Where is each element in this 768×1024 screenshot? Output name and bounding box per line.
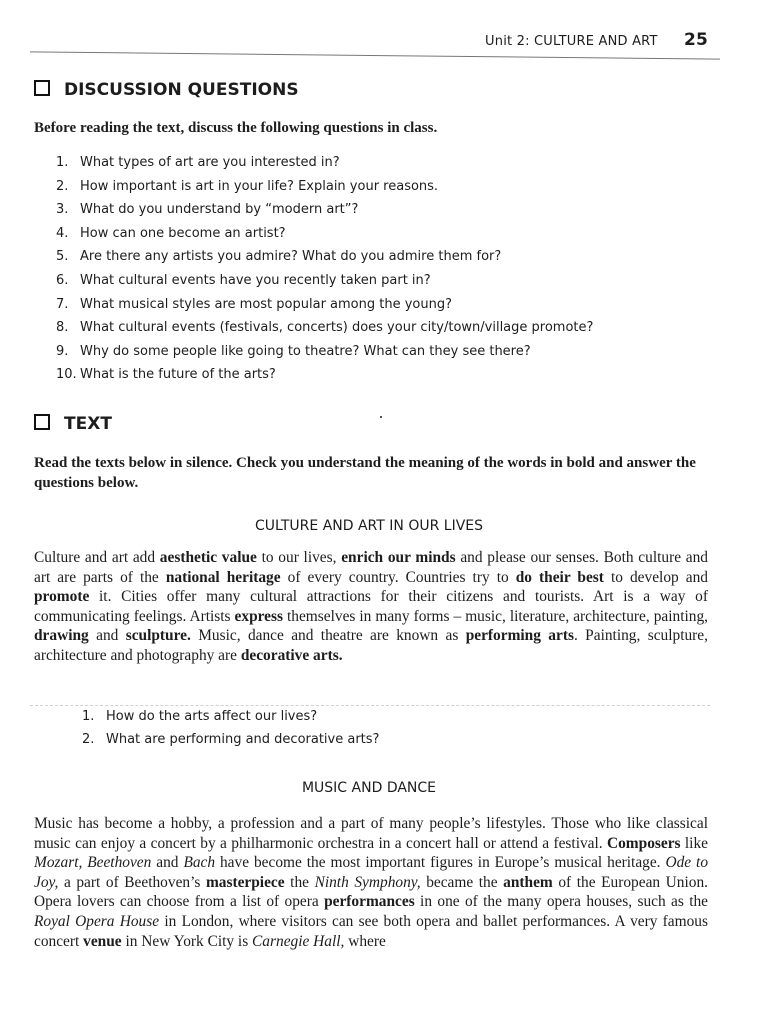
text-run: of every country. Countries try to bbox=[280, 568, 516, 586]
discussion-question bbox=[56, 155, 656, 179]
text-run: the bbox=[284, 873, 315, 891]
bold-term: national heritage bbox=[165, 568, 281, 586]
discussion-question-list bbox=[56, 155, 656, 391]
discussion-question bbox=[56, 226, 656, 250]
italic-term: Ode to Joy, bbox=[34, 854, 709, 891]
text-run: and please our senses. Both culture and art are parts of the bbox=[34, 549, 708, 586]
text-run: a part of Beethoven’s bbox=[58, 873, 206, 891]
text-run: became the bbox=[420, 873, 504, 891]
checkbox-square-icon bbox=[34, 80, 50, 96]
comprehension-question bbox=[82, 732, 379, 755]
discussion-intro: Before reading the text, discuss the following questions in class. bbox=[34, 120, 438, 136]
speck bbox=[380, 416, 382, 418]
question-number: 6. bbox=[56, 272, 69, 288]
culture-question-list bbox=[82, 709, 379, 755]
text-run: in London, where visitors can see both opera and ballet performances. A very famous concert bbox=[34, 912, 708, 950]
question-text: Why do some people like going to theatre? What can they see there? bbox=[80, 343, 531, 359]
text-run: like bbox=[680, 834, 708, 852]
question-number: 5. bbox=[56, 249, 69, 265]
italic-term: Mozart, Beethoven bbox=[34, 854, 152, 872]
bold-term: anthem bbox=[503, 873, 553, 891]
discussion-question bbox=[56, 367, 656, 391]
text-run: where bbox=[344, 932, 386, 950]
text-title: TEXT bbox=[64, 414, 112, 434]
question-number: 2. bbox=[56, 178, 69, 194]
question-text: What do you understand by “modern art”? bbox=[80, 202, 359, 218]
question-text: How important is art in your life? Explain your reasons. bbox=[80, 178, 439, 194]
discussion-question bbox=[56, 344, 656, 368]
text-run: in New York City is bbox=[121, 932, 253, 950]
discussion-question bbox=[56, 249, 656, 273]
bold-term: masterpiece bbox=[205, 873, 285, 891]
discussion-question bbox=[56, 320, 656, 344]
checkbox-square-icon bbox=[34, 414, 50, 430]
question-text: What musical styles are most popular among the young? bbox=[80, 296, 452, 312]
bold-term: enrich our minds bbox=[341, 549, 456, 566]
question-number: 10. bbox=[56, 367, 77, 383]
question-text: Are there any artists you admire? What do you admire them for? bbox=[80, 249, 502, 265]
discussion-title: DISCUSSION QUESTIONS bbox=[64, 80, 299, 100]
question-number: 2. bbox=[82, 732, 95, 747]
page-number: 25 bbox=[683, 30, 708, 50]
bold-term: drawing bbox=[34, 627, 89, 645]
music-title: MUSIC AND DANCE bbox=[301, 780, 437, 796]
question-text: What cultural events (festivals, concerts) does your city/town/village promote? bbox=[80, 320, 594, 336]
discussion-question bbox=[56, 273, 656, 297]
question-text: How can one become an artist? bbox=[80, 225, 286, 241]
text-run: Music, dance and theatre are known as bbox=[190, 627, 466, 645]
text-run: to develop and bbox=[603, 568, 708, 586]
text-run: have become the most important figures in Europe’s musical heritage. bbox=[215, 854, 666, 872]
bold-term: do their best bbox=[515, 568, 604, 586]
discussion-question bbox=[56, 179, 656, 203]
divider bbox=[30, 705, 710, 706]
discussion-question bbox=[56, 202, 656, 226]
bold-term: promote bbox=[34, 588, 90, 606]
bold-term: aesthetic value bbox=[159, 549, 257, 566]
question-number: 1. bbox=[56, 155, 69, 170]
text-run: and bbox=[151, 854, 184, 872]
question-number: 7. bbox=[56, 296, 69, 312]
italic-term: Carnegie Hall, bbox=[252, 932, 345, 950]
text-run: to our lives, bbox=[256, 549, 342, 566]
text-run: themselves in many forms – music, literature, architecture, painting, bbox=[283, 607, 708, 625]
question-number: 9. bbox=[56, 343, 69, 359]
bold-term: sculpture. bbox=[125, 627, 191, 645]
question-number: 3. bbox=[56, 202, 69, 218]
italic-term: Royal Opera House bbox=[34, 912, 160, 930]
bold-term: decorative arts. bbox=[240, 646, 343, 664]
question-number: 4. bbox=[56, 225, 69, 241]
bold-term: Composers bbox=[607, 834, 681, 852]
bold-term: performing arts bbox=[465, 627, 574, 645]
question-number: 8. bbox=[56, 320, 69, 336]
question-number: 1. bbox=[82, 709, 95, 724]
italic-term: Bach bbox=[183, 854, 216, 872]
unit-title: Unit 2: CULTURE AND ART bbox=[485, 34, 658, 49]
reading-instruction: Read the texts below in silence. Check you understand the meaning of the words in bold and answer the questions below. bbox=[34, 455, 696, 491]
music-paragraph bbox=[34, 814, 708, 951]
text-run: of the European Union. Opera lovers can choose from a list of opera bbox=[34, 873, 709, 911]
italic-term: Ninth Symphony, bbox=[314, 873, 421, 891]
bold-term: express bbox=[234, 607, 283, 625]
question-text: What is the future of the arts? bbox=[80, 367, 276, 383]
text-run: and bbox=[88, 627, 126, 645]
bold-term: performances bbox=[324, 893, 415, 911]
discussion-question bbox=[56, 297, 656, 321]
question-text: What types of art are you interested in? bbox=[80, 155, 340, 170]
text-run: Music has become a hobby, a profession and a part of many people’s lifestyles. Those who like classical music can enjoy a concert by a philharmonic orchestra in a concert hall or attend a festival. bbox=[34, 815, 708, 852]
text-run: in one of the many opera houses, such as the bbox=[414, 893, 709, 911]
text-run: Culture and art add bbox=[34, 549, 160, 566]
culture-paragraph bbox=[34, 548, 708, 666]
running-header bbox=[485, 30, 708, 50]
bold-term: venue bbox=[83, 932, 122, 950]
text-run: it. Cities offer many cultural attractions for their citizens and tourists. Art is a way of communicating feelings. Artists bbox=[34, 588, 708, 625]
culture-title: CULTURE AND ART IN OUR LIVES bbox=[254, 518, 484, 534]
question-text: What are performing and decorative arts? bbox=[106, 732, 380, 747]
discussion-heading bbox=[34, 80, 299, 100]
question-text: How do the arts affect our lives? bbox=[106, 709, 318, 724]
question-text: What cultural events have you recently taken part in? bbox=[80, 272, 431, 288]
comprehension-question bbox=[82, 709, 379, 732]
header-rule bbox=[30, 51, 720, 59]
text-run: . Painting, sculpture, architecture and photography are bbox=[34, 627, 708, 664]
text-heading bbox=[34, 414, 112, 434]
